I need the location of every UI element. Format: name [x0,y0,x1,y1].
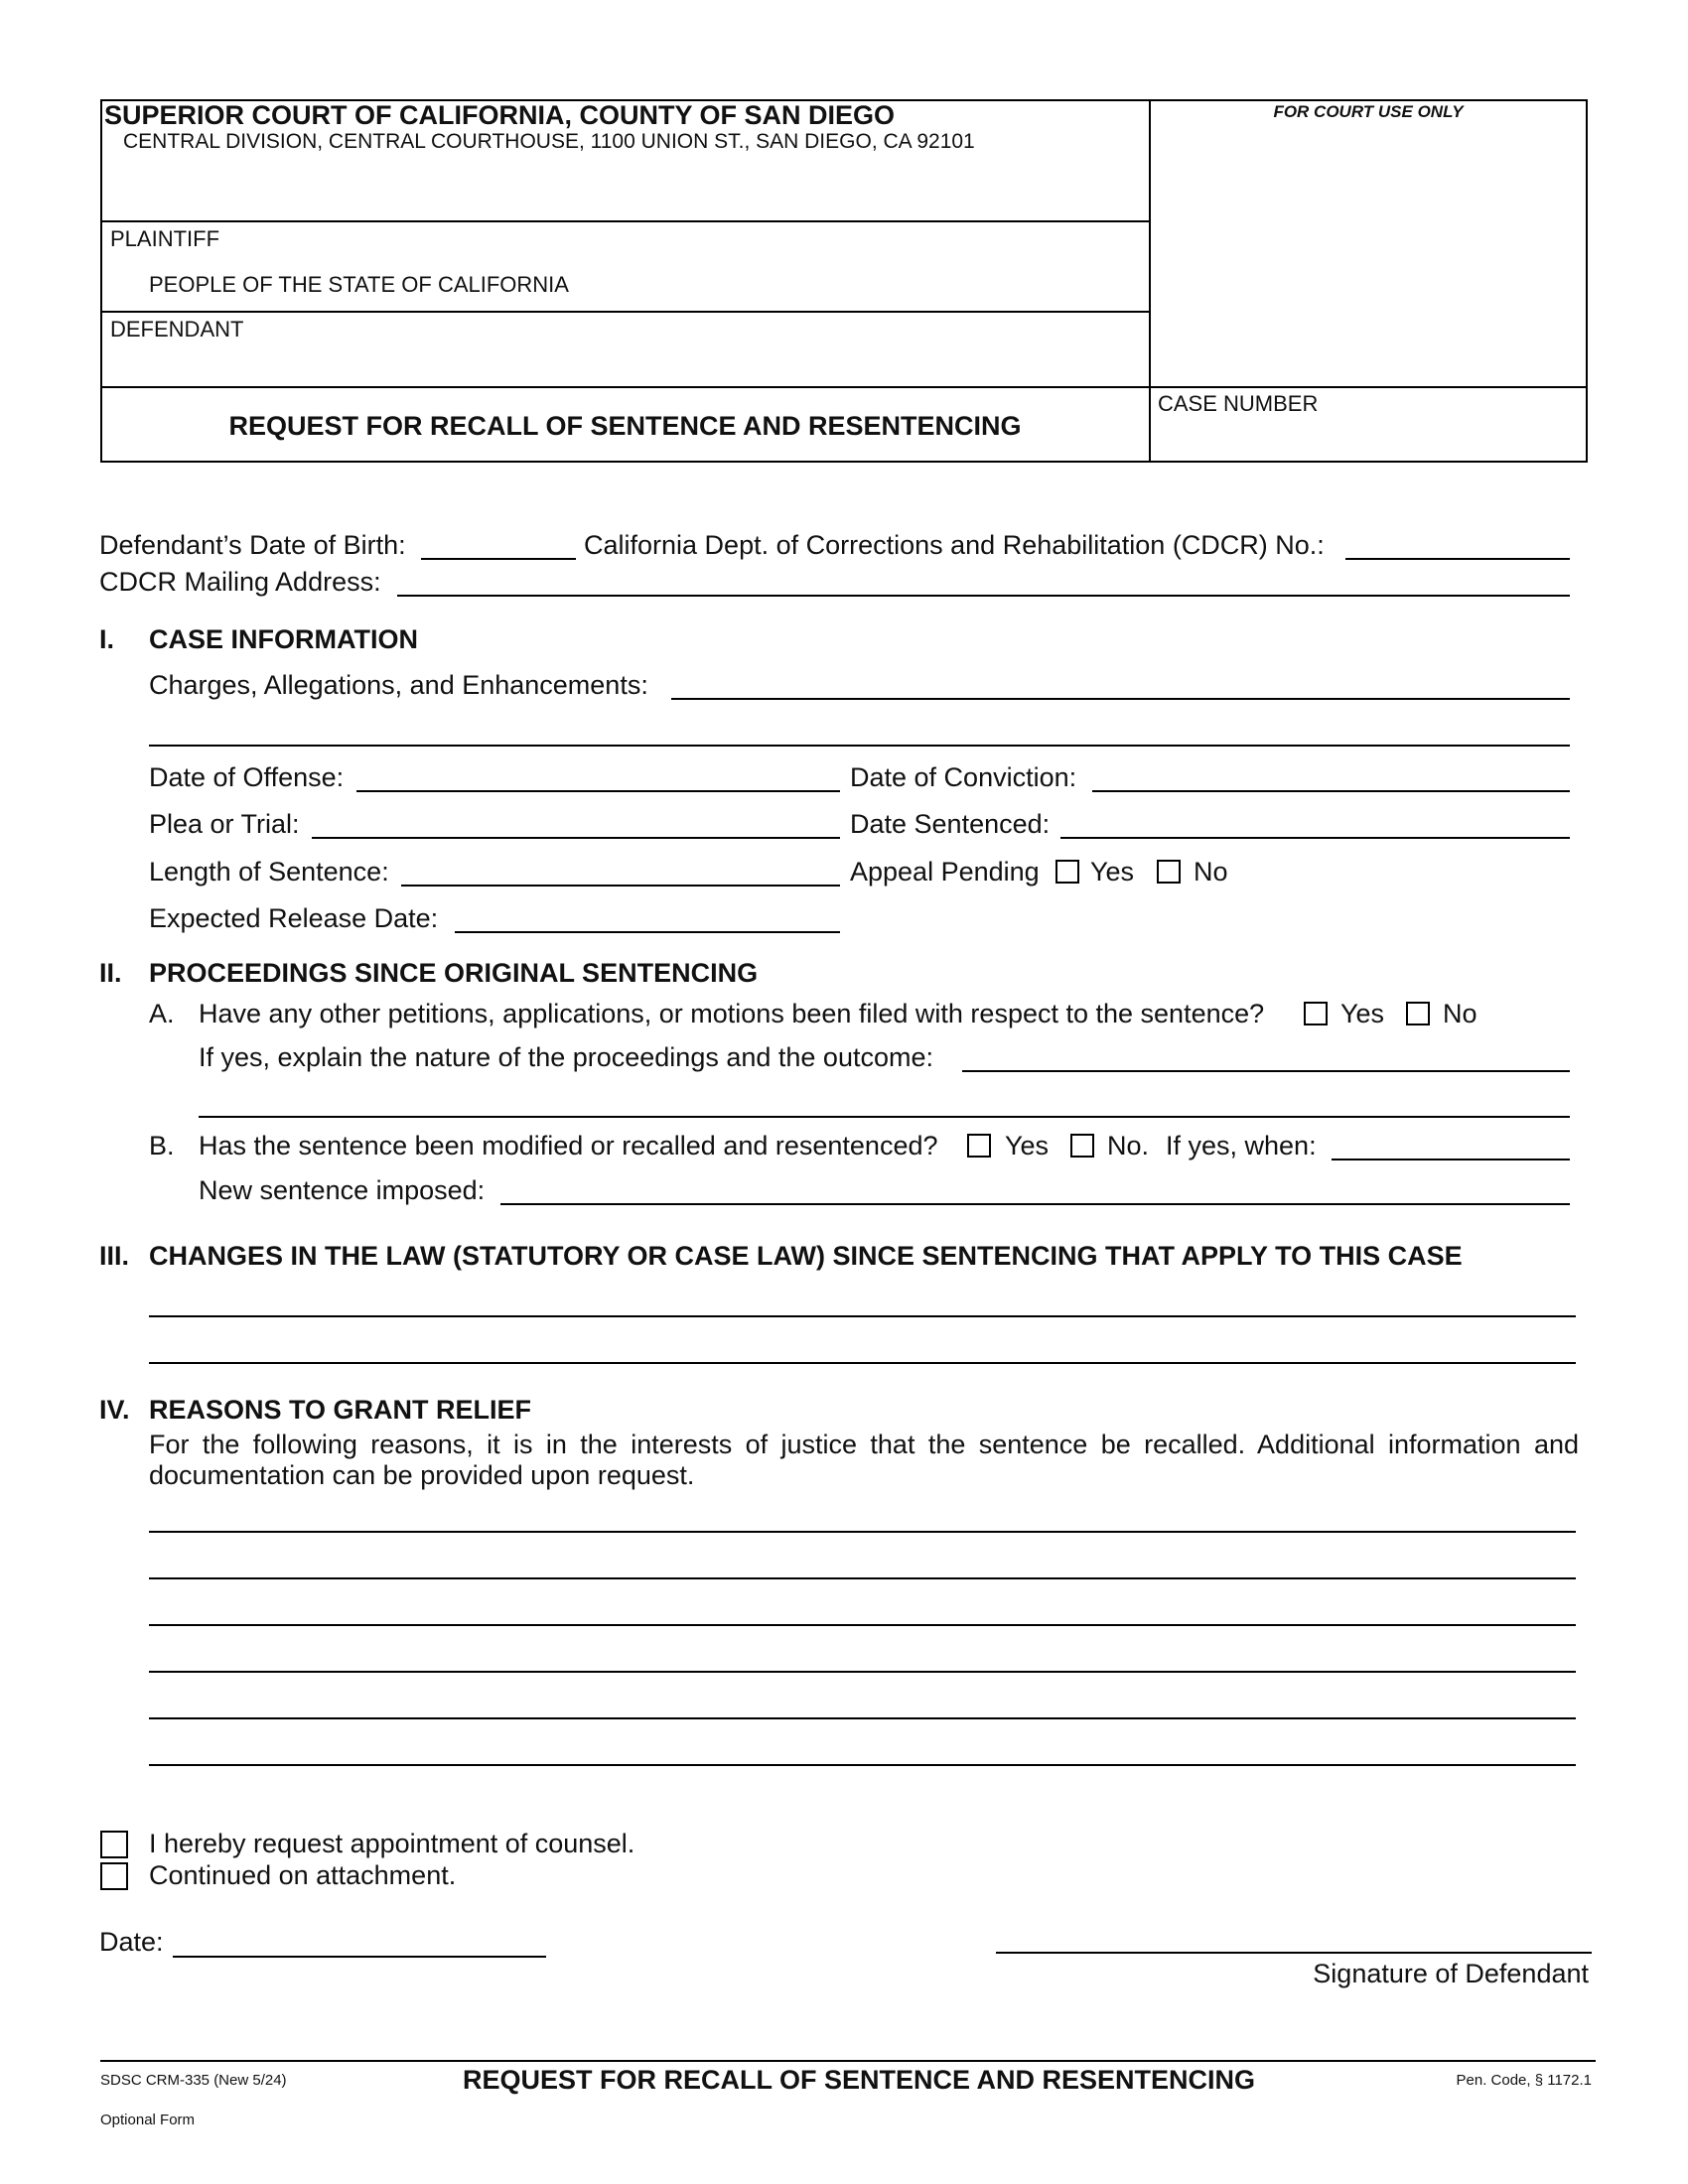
new-sentence-label: New sentence imposed: [199,1175,486,1205]
reasons-field[interactable] [149,1624,1576,1626]
plaintiff-value: PEOPLE OF THE STATE OF CALIFORNIA [149,272,569,297]
counsel-label: I hereby request appointment of counsel. [149,1829,635,1858]
length-field[interactable] [401,885,840,887]
mailing-address-field[interactable] [397,595,1570,597]
section-1-title: CASE INFORMATION [149,624,418,654]
section-2a-question: Have any other petitions, applications, or motions been filed with respect to the sentence? [199,999,1265,1028]
appeal-yes-label: Yes [1090,857,1135,887]
petitions-yes-label: Yes [1340,999,1385,1028]
law-changes-field-2[interactable] [149,1362,1576,1364]
modified-no-checkbox[interactable] [1070,1134,1094,1158]
court-name: SUPERIOR COURT OF CALIFORNIA, COUNTY OF SAN DIEGO [104,100,896,130]
modified-yes-label: Yes [1005,1131,1050,1160]
continued-checkbox[interactable] [100,1862,128,1890]
reasons-text-line2: documentation can be provided upon request. [149,1460,695,1490]
section-3-number: III. [99,1241,130,1271]
court-use-label: FOR COURT USE ONLY [1273,102,1464,121]
plaintiff-label: PLAINTIFF [110,226,220,251]
petitions-yes-checkbox[interactable] [1304,1002,1328,1025]
counsel-checkbox[interactable] [100,1831,128,1858]
appeal-label: Appeal Pending [850,857,1040,887]
section-4-number: IV. [99,1395,130,1425]
cdcr-number-field[interactable] [1345,558,1570,560]
cdcr-number-label: California Dept. of Corrections and Rehabilitation (CDCR) No.: [584,530,1325,560]
explain-field[interactable] [962,1070,1570,1072]
reasons-field[interactable] [149,1764,1576,1766]
mailing-address-label: CDCR Mailing Address: [99,567,381,597]
appeal-no-checkbox[interactable] [1157,860,1181,884]
reasons-field[interactable] [149,1577,1576,1579]
date-field[interactable] [173,1956,546,1958]
section-2a-letter: A. [149,999,175,1028]
date-conviction-field[interactable] [1092,790,1570,792]
charges-field-2[interactable] [149,745,1570,747]
defendant-label: DEFENDANT [110,317,244,341]
plea-field[interactable] [312,837,840,839]
law-changes-field[interactable] [149,1315,1576,1317]
new-sentence-field[interactable] [500,1203,1570,1205]
plea-label: Plea or Trial: [149,809,300,839]
charges-field[interactable] [671,698,1570,700]
charges-label: Charges, Allegations, and Enhancements: [149,670,648,700]
penal-code: Pen. Code, § 1172.1 [1456,2072,1592,2089]
date-sentenced-label: Date Sentenced: [850,809,1051,839]
date-conviction-label: Date of Conviction: [850,762,1077,792]
release-date-label: Expected Release Date: [149,903,439,933]
case-number-label: CASE NUMBER [1158,391,1319,416]
reasons-field[interactable] [149,1531,1576,1533]
section-2-number: II. [99,958,122,988]
date-offense-field[interactable] [356,790,840,792]
section-2b-letter: B. [149,1131,175,1160]
signature-label: Signature of Defendant [1313,1959,1589,1988]
date-sentenced-field[interactable] [1060,837,1570,839]
section-2-title: PROCEEDINGS SINCE ORIGINAL SENTENCING [149,958,759,988]
footer-title: REQUEST FOR RECALL OF SENTENCE AND RESENTENCING [463,2065,1256,2095]
signature-field[interactable] [996,1952,1592,1954]
reasons-field[interactable] [149,1717,1576,1719]
section-4-title: REASONS TO GRANT RELIEF [149,1395,532,1425]
modified-when-label: If yes, when: [1166,1131,1317,1160]
release-date-field[interactable] [455,931,840,933]
appeal-yes-checkbox[interactable] [1055,860,1079,884]
continued-label: Continued on attachment. [149,1860,457,1890]
explain-field-2[interactable] [199,1116,1570,1118]
modified-when-field[interactable] [1332,1159,1570,1160]
section-3-title: CHANGES IN THE LAW (STATUTORY OR CASE LAW) SINCE SENTENCING THAT APPLY TO THIS CASE [149,1241,1463,1271]
optional-form-label: Optional Form [100,2112,196,2128]
appeal-no-label: No [1194,857,1228,887]
dob-label: Defendant’s Date of Birth: [99,530,406,560]
date-label: Date: [99,1927,164,1957]
court-address: CENTRAL DIVISION, CENTRAL COURTHOUSE, 1100 UNION ST., SAN DIEGO, CA 92101 [123,130,975,153]
petitions-no-label: No [1443,999,1477,1028]
modified-no-label: No. [1107,1131,1150,1160]
dob-field[interactable] [421,558,576,560]
reasons-text-line1: For the following reasons, it is in the interests of justice that the sentence be recalled. Additional information and [149,1430,1579,1459]
petitions-no-checkbox[interactable] [1406,1002,1430,1025]
caption-rule [100,386,1588,388]
caption-rule [100,220,1151,222]
form-title: REQUEST FOR RECALL OF SENTENCE AND RESENTENCING [228,411,1022,441]
explain-label: If yes, explain the nature of the proceedings and the outcome: [199,1042,933,1072]
section-2b-question: Has the sentence been modified or recalled and resentenced? [199,1131,938,1160]
reasons-field[interactable] [149,1671,1576,1673]
modified-yes-checkbox[interactable] [967,1134,991,1158]
caption-rule [100,311,1151,313]
caption-divider [1149,99,1151,463]
form-number: SDSC CRM-335 (New 5/24) [100,2072,287,2089]
length-label: Length of Sentence: [149,857,389,887]
section-1-number: I. [99,624,115,654]
date-offense-label: Date of Offense: [149,762,345,792]
footer-rule [100,2060,1596,2062]
